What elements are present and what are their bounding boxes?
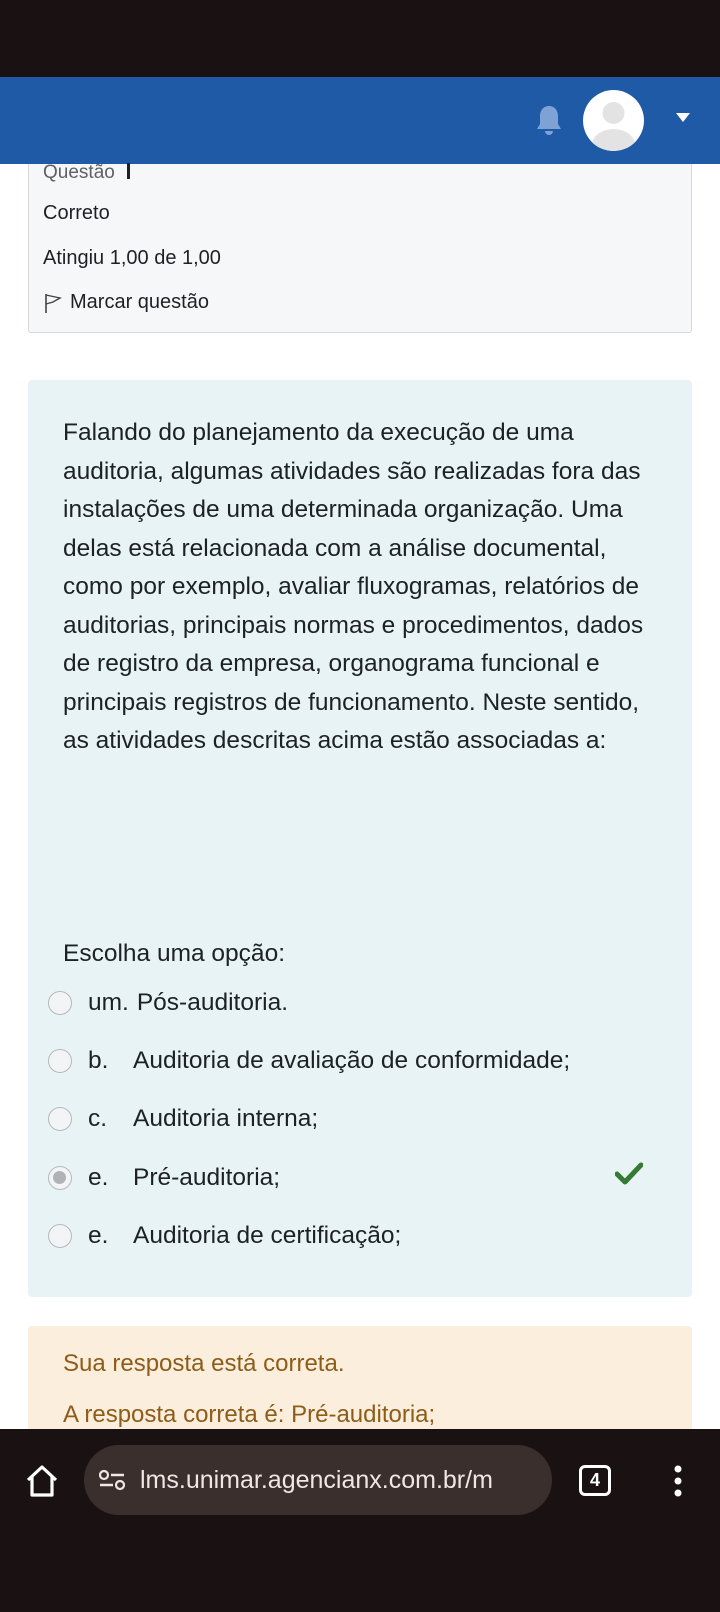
feedback-correct-answer: A resposta correta é: Pré-auditoria; [63, 1401, 436, 1428]
question-text: Falando do planejamento da execução de uma auditoria, algumas atividades são realizadas fora das instalações de uma determinada organização. Uma delas está relacionada com a análise documental, como por exemplo, avaliar fluxogramas, relatórios de auditorias, principais normas e procedimentos, dados de registro da empresa, organograma funcional e principais registros de funcionamento. Neste sentido, as atividades descritas acima estão associadas a: [63, 419, 644, 754]
question-grade: Atingiu 1,00 de 1,00 [43, 247, 221, 269]
answer-option[interactable] [48, 1041, 628, 1081]
option-text: Auditoria interna; [133, 1105, 319, 1132]
radio-button[interactable] [48, 1107, 72, 1131]
answer-option[interactable] [48, 1099, 628, 1139]
flag-question-label: Marcar questão [70, 291, 209, 313]
correct-check-icon [615, 1161, 643, 1185]
system-status-bar [0, 0, 720, 77]
site-settings-icon[interactable] [98, 1469, 126, 1491]
radio-button[interactable] [48, 991, 72, 1015]
option-letter: c. [88, 1105, 108, 1132]
url-text: lms.unimar.agencianx.com.br/m [140, 1465, 493, 1494]
feedback-result: Sua resposta está correta. [63, 1350, 345, 1377]
bell-icon[interactable] [534, 104, 564, 136]
choose-option-prompt: Escolha uma opção: [63, 940, 285, 967]
home-icon[interactable] [24, 1463, 60, 1499]
question-number: Questão [43, 162, 130, 184]
option-letter: um. [88, 989, 129, 1016]
radio-button[interactable] [48, 1049, 72, 1073]
option-text: Auditoria de certificação; [133, 1222, 402, 1249]
radio-button[interactable] [48, 1224, 72, 1248]
flag-icon [43, 292, 63, 314]
flag-question-button[interactable] [43, 291, 209, 314]
question-status: Correto [43, 202, 110, 224]
user-avatar[interactable] [583, 90, 644, 151]
address-bar[interactable] [84, 1445, 552, 1515]
radio-button-checked[interactable] [48, 1166, 72, 1190]
answer-option[interactable] [48, 983, 628, 1023]
avatar-icon [583, 90, 644, 151]
feedback-panel [28, 1326, 692, 1436]
tab-switcher-button[interactable] [579, 1465, 611, 1496]
option-letter: b. [88, 1047, 109, 1074]
option-text: Pós-auditoria. [136, 989, 289, 1016]
option-text: Pré-auditoria; [133, 1164, 281, 1191]
more-vert-icon[interactable] [670, 1463, 686, 1499]
option-text: Auditoria de avaliação de conformidade; [133, 1047, 571, 1074]
option-letter: e. [88, 1222, 109, 1249]
option-letter: e. [88, 1164, 109, 1191]
answer-option-selected[interactable] [48, 1158, 628, 1198]
caret-down-icon[interactable] [676, 113, 690, 122]
tab-count: 4 [589, 1470, 600, 1490]
answer-option[interactable] [48, 1216, 628, 1256]
question-info-panel [28, 164, 692, 333]
